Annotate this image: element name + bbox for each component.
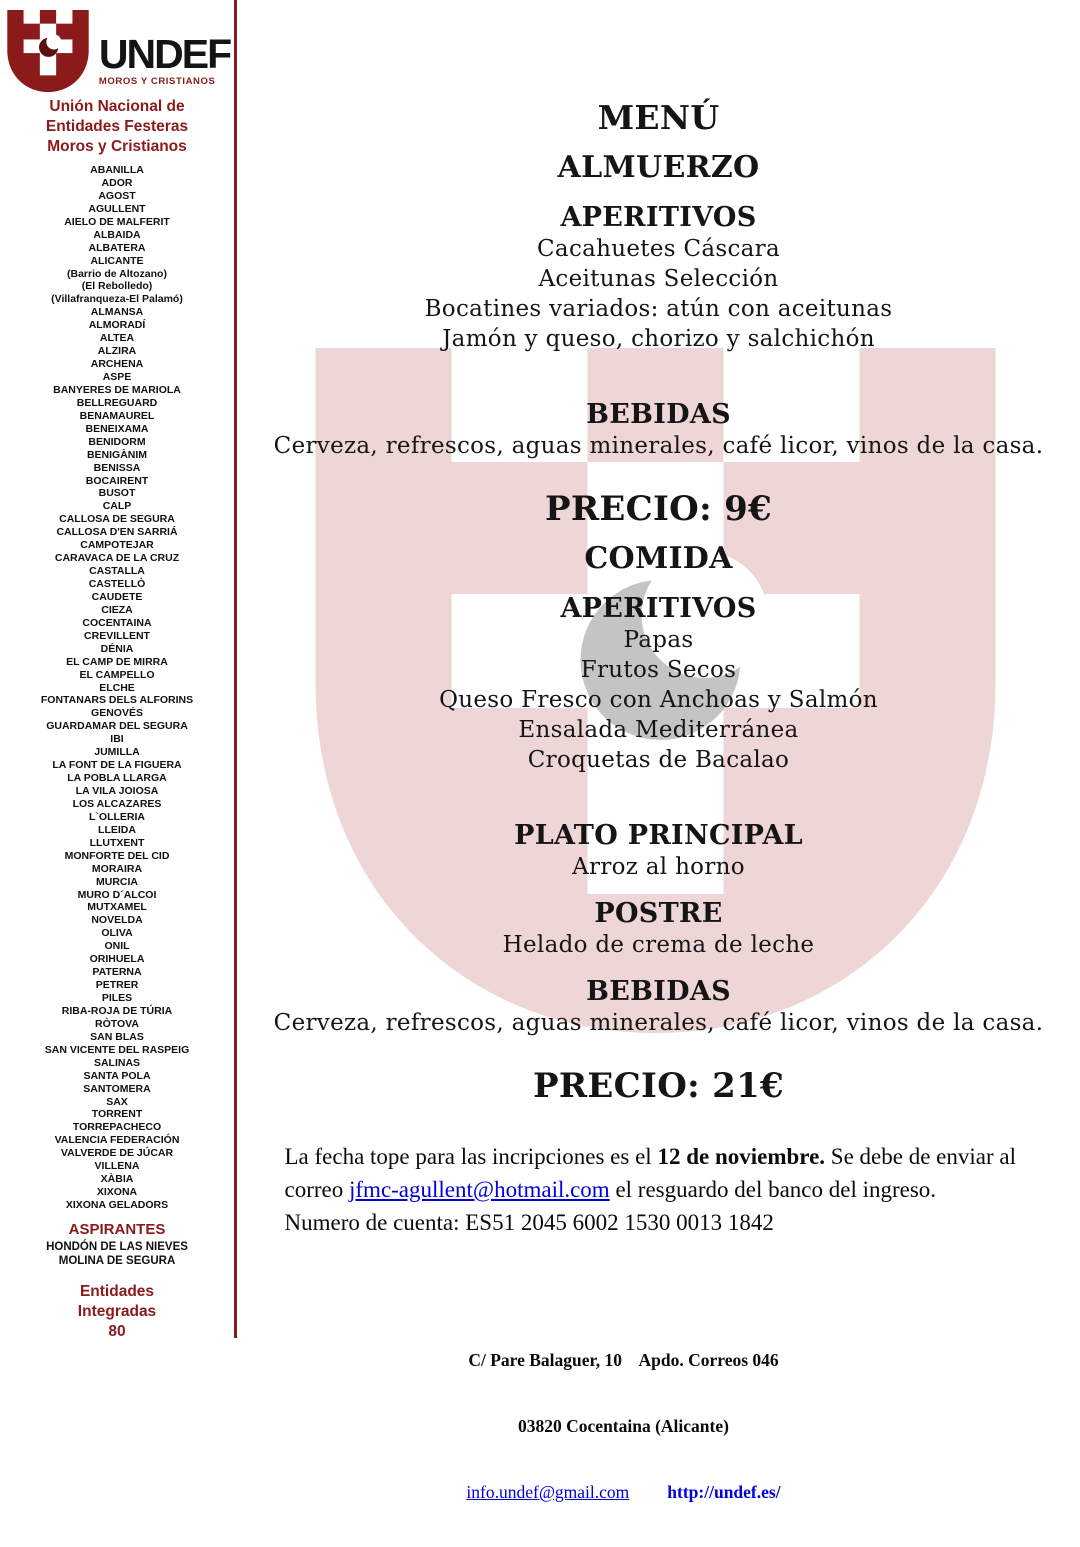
entity-item: EL CAMPELLO: [79, 668, 155, 681]
entity-item: COCENTAINA: [82, 616, 152, 629]
sidebar-divider: [234, 0, 237, 1338]
menu-price: PRECIO: 9€: [544, 489, 773, 529]
inscription-text: La fecha tope para las incripciones es el: [284, 1144, 658, 1169]
entity-item: ADOR: [101, 176, 133, 189]
entity-item: BENEIXAMA: [85, 422, 149, 435]
menu-item: Papas: [623, 627, 694, 653]
entity-item: ALICANTE: [90, 254, 144, 267]
entity-item: AIELO DE MALFERIT: [64, 215, 170, 228]
menu-item: Arroz al horno: [572, 854, 745, 880]
entity-item: LLEIDA: [98, 823, 136, 836]
entity-item: ALZIRA: [97, 345, 137, 358]
menu-item: Jamón y queso, chorizo y salchichón: [442, 326, 875, 352]
entity-item: CAMPOTEJAR: [80, 539, 154, 552]
inscription-text: el resguardo del banco del ingreso.: [609, 1177, 937, 1202]
integradas-count: 80: [108, 1322, 126, 1340]
entity-item: MURCIA: [96, 875, 138, 888]
entity-item: XIXONA GELADORS: [65, 1199, 169, 1211]
inscription-note: [279, 1140, 1039, 1239]
entity-item: EL CAMP DE MIRRA: [66, 655, 168, 668]
footer-links: [202, 1481, 1045, 1503]
brand-name: UNDEF: [98, 31, 231, 77]
entity-item: SALINAS: [93, 1056, 141, 1069]
entity-item: CASTELLÒ: [88, 578, 146, 590]
entity-item: XÀBIA: [100, 1173, 134, 1186]
footer-address: C/ Pare Balaguer, 10 Apdo. Correos 046: [468, 1350, 779, 1370]
aspirante-item: HONDÓN DE LAS NIEVES: [46, 1240, 188, 1253]
entity-item: RIBA-ROJA DE TÚRIA: [61, 1004, 173, 1017]
undef-shield-icon: [4, 10, 92, 92]
menu-price: PRECIO: 21€: [533, 1066, 784, 1106]
entity-item: OLIVA: [101, 927, 133, 940]
menu-item: Queso Fresco con Anchoas y Salmón: [439, 687, 878, 713]
menu-item: Cerveza, refrescos, aguas minerales, café licor, vinos de la casa.: [273, 1010, 1044, 1036]
entity-item: (El Rebolledo): [81, 280, 153, 293]
menu-title: MENÚ: [597, 98, 720, 137]
entity-item: FONTANARS DELS ALFORINS: [40, 694, 194, 707]
entity-item: ELCHE: [99, 681, 135, 694]
entity-item: BOCAIRENT: [85, 474, 149, 487]
entity-item: LOS ALCAZARES: [72, 797, 162, 810]
entity-item: CAUDETE: [91, 590, 143, 603]
menu-item: Cacahuetes Cáscara: [537, 236, 780, 262]
entity-item: RÒTOVA: [95, 1017, 139, 1030]
entity-item: PILES: [101, 992, 133, 1004]
entity-item: MONFORTE DEL CID: [64, 849, 170, 862]
footer: [202, 1305, 1045, 1547]
entity-item: (Villafranqueza-El Palamó): [51, 293, 183, 306]
entity-item: ONIL: [104, 940, 130, 953]
entity-item: CALP: [102, 500, 132, 513]
footer-city: 03820 Cocentaina (Alicante): [518, 1416, 729, 1436]
entity-item: MORAIRA: [91, 862, 143, 875]
entity-item: LA FONT DE LA FIGUERA: [52, 759, 182, 772]
entity-item: ALMORADÍ: [88, 319, 146, 332]
integradas-line: Integradas: [77, 1302, 157, 1320]
inscription-text: 12 de noviembre.: [657, 1144, 826, 1169]
menu-item: Aceitunas Selección: [538, 266, 779, 292]
org-name-line: Unión Nacional de: [49, 98, 185, 115]
entity-item: SANTA POLA: [83, 1069, 151, 1082]
entity-item: ALMANSA: [90, 306, 144, 319]
entity-item: JUMILLA: [94, 746, 140, 759]
menu-h2: ALMUERZO: [557, 150, 760, 185]
entity-item: CALLOSA D'EN SARRIÁ: [56, 526, 178, 539]
menu: [237, 0, 1080, 1106]
org-name-line: Moros y Cristianos: [47, 138, 187, 155]
entity-item: ALBAIDA: [93, 228, 141, 241]
entity-item: ALTEA: [99, 332, 135, 345]
entity-item: SAN VICENTE DEL RASPEIG: [44, 1043, 190, 1056]
org-name-line: Entidades Festeras: [45, 118, 189, 135]
entity-item: CALLOSA DE SEGURA: [59, 513, 175, 526]
menu-h3: PLATO PRINCIPAL: [514, 820, 803, 851]
entity-item: VALVERDE DE JÚCAR: [60, 1147, 174, 1160]
entity-item: TORREPACHECO: [72, 1121, 162, 1134]
entity-item: IBI: [110, 733, 124, 746]
entity-item: XIXONA: [96, 1186, 138, 1199]
entity-item: BENIGÀNIM: [86, 448, 148, 461]
entity-item: NOVELDA: [91, 914, 143, 927]
main-content: [237, 0, 1080, 1502]
menu-h3: POSTRE: [594, 898, 723, 929]
entity-item: SANTOMERA: [83, 1082, 151, 1095]
aspirantes-list: [0, 1240, 234, 1269]
menu-h3: BEBIDAS: [586, 976, 731, 1007]
entity-item: BANYERES DE MARIOLA: [53, 383, 181, 396]
entity-list: [0, 164, 234, 1212]
entity-item: SAX: [106, 1095, 128, 1108]
inscription-text: Se debe de enviar al correo: [284, 1144, 1016, 1202]
entity-item: PATERNA: [92, 966, 142, 979]
menu-item: Ensalada Mediterránea: [518, 717, 799, 743]
entity-item: CIEZA: [101, 603, 133, 616]
entity-item: CARAVACA DE LA CRUZ: [54, 552, 180, 565]
entity-item: LA VILA JOIOSA: [75, 785, 159, 797]
aspirantes-title: ASPIRANTES: [68, 1220, 166, 1238]
integradas-line: Entidades: [79, 1282, 155, 1300]
entity-item: GUARDAMAR DEL SEGURA: [46, 720, 188, 733]
entity-item: BENIDORM: [88, 435, 146, 448]
brand-tagline: MOROS Y CRISTIANOS: [98, 76, 216, 87]
sidebar: [0, 0, 234, 1350]
entity-item: BENISSA: [93, 461, 141, 474]
account-number-line: Numero de cuenta: ES51 2045 6002 1530 0013 1842: [284, 1210, 774, 1235]
menu-item: Cerveza, refrescos, aguas minerales, café licor, vinos de la casa.: [273, 433, 1044, 459]
entity-item: TORRENT: [91, 1108, 143, 1121]
entity-item: AGOST: [98, 189, 136, 202]
menu-item: Helado de crema de leche: [502, 932, 815, 958]
org-name: [0, 97, 234, 157]
entity-item: MUTXAMEL: [87, 901, 147, 914]
menu-item: Croquetas de Bacalao: [527, 747, 790, 773]
menu-h2: COMIDA: [584, 541, 733, 576]
aspirante-item: MOLINA DE SEGURA: [58, 1255, 176, 1268]
entity-item: DÉNIA: [100, 642, 134, 655]
entity-item: SAN BLAS: [90, 1030, 144, 1043]
entity-item: LA POBLA LLARGA: [67, 772, 167, 785]
entity-item: BENAMAUREL: [79, 409, 155, 422]
menu-h3: APERITIVOS: [560, 593, 757, 624]
entity-item: AGULLENT: [88, 202, 146, 215]
entity-item: MURO D´ALCOI: [77, 888, 157, 901]
menu-h3: BEBIDAS: [586, 399, 731, 430]
footer-website-link[interactable]: http://undef.es/: [667, 1482, 781, 1502]
entity-item: VILLENA: [94, 1160, 140, 1173]
entity-item: L`OLLERIA: [89, 810, 145, 823]
entity-item: CREVILLENT: [84, 629, 150, 642]
entity-item: ALBATERA: [88, 241, 146, 254]
entity-item: BUSOT: [98, 487, 136, 500]
undef-logo: [0, 10, 234, 92]
entidades-integradas: [0, 1282, 234, 1342]
footer-email-link[interactable]: info.undef@gmail.com: [466, 1482, 630, 1502]
menu-item: Bocatines variados: atún con aceitunas: [424, 296, 893, 322]
entity-item: GENOVÉS: [91, 707, 143, 720]
entity-item: BELLREGUARD: [76, 396, 158, 409]
menu-h3: APERITIVOS: [560, 202, 757, 233]
menu-item: Frutos Secos: [580, 657, 737, 683]
entity-item: LLUTXENT: [89, 836, 145, 849]
entity-item: ABANILLA: [90, 164, 144, 176]
entity-item: PETRER: [95, 979, 139, 992]
entity-item: CASTALLA: [89, 565, 145, 578]
inscription-email-link[interactable]: jfmc-agullent@hotmail.com: [349, 1177, 610, 1202]
entity-item: ASPE: [102, 371, 132, 383]
entity-item: VALENCIA FEDERACIÓN: [54, 1134, 180, 1147]
entity-item: ARCHENA: [90, 358, 144, 371]
entity-item: (Barrio de Altozano): [67, 267, 167, 280]
entity-item: ORIHUELA: [89, 953, 145, 966]
